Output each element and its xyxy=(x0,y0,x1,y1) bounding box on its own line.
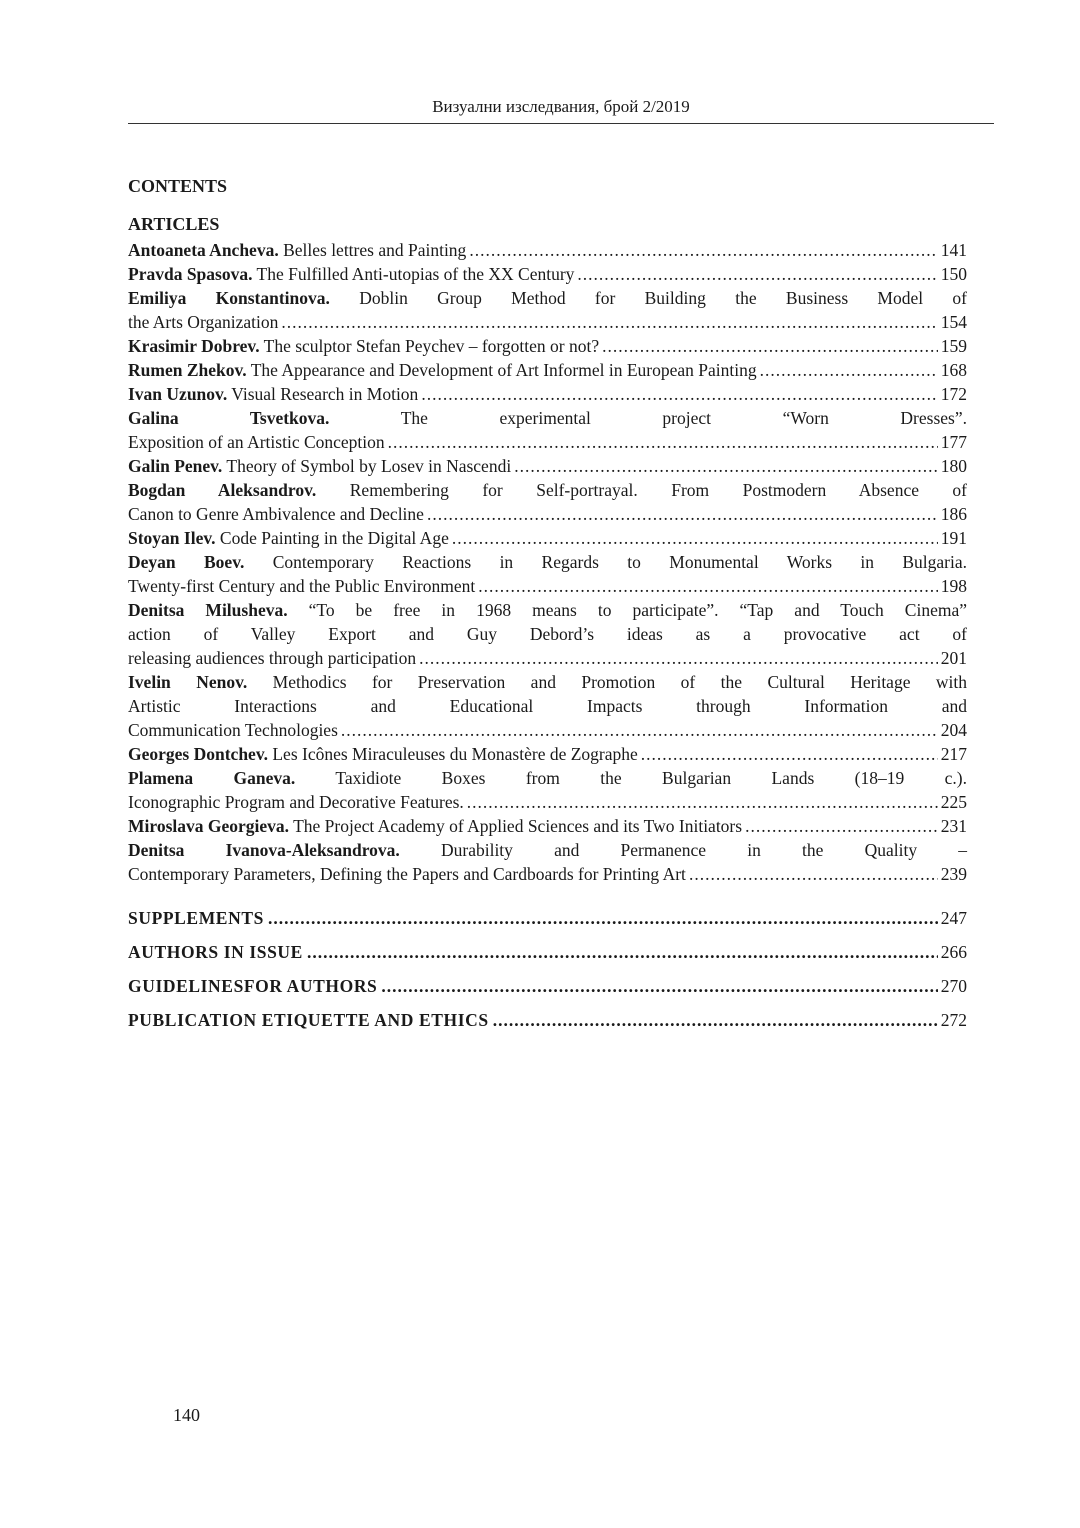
dot-leader xyxy=(452,526,938,550)
entry-author: Emiliya Konstantinova. xyxy=(128,288,330,308)
toc-entry xyxy=(128,334,967,358)
entry-title: Contemporary Parameters, Defining the Papers and Cardboards for Printing Art xyxy=(128,864,686,884)
dot-leader xyxy=(745,814,938,838)
toc-entry-line xyxy=(128,550,967,574)
toc-entry xyxy=(128,742,967,766)
toc-entry-line xyxy=(128,694,967,718)
toc-section xyxy=(128,906,967,930)
toc-entry xyxy=(128,406,967,454)
entry-author: Ivelin Nenov. xyxy=(128,672,248,692)
entry-text xyxy=(128,646,416,670)
entry-title: Methodics for Preservation and Promotion of the Cultural Heritage with xyxy=(272,672,967,692)
toc-entry xyxy=(128,382,967,406)
entry-title: “To be free in 1968 means to participate”. “Tap and Touch Cinema” xyxy=(308,600,968,620)
section-page-number: 266 xyxy=(940,942,967,962)
toc-entry-line xyxy=(128,742,967,766)
entry-page-number: 159 xyxy=(940,336,967,356)
entry-title: Code Painting in the Digital Age xyxy=(219,528,449,548)
toc-entry xyxy=(128,598,967,670)
entry-title: Taxidiote Boxes from the Bulgarian Lands (18–19 c.). xyxy=(335,768,968,788)
toc-entry xyxy=(128,526,967,550)
entry-title: The Fulfilled Anti-utopias of the XX Century xyxy=(256,264,575,284)
toc-entry xyxy=(128,838,967,886)
entry-text xyxy=(128,286,967,310)
entry-page-number: 239 xyxy=(940,864,967,884)
entry-author: Rumen Zhekov. xyxy=(128,360,247,380)
entry-text xyxy=(128,238,466,262)
entry-author: Krasimir Dobrev. xyxy=(128,336,260,356)
entry-title: Exposition of an Artistic Conception xyxy=(128,432,385,452)
dot-leader xyxy=(388,430,938,454)
dot-leader xyxy=(602,334,938,358)
dot-leader xyxy=(469,238,937,262)
entry-text xyxy=(128,262,574,286)
section-title: SUPPLEMENTS xyxy=(128,908,264,928)
entry-page-number: 177 xyxy=(940,432,967,452)
toc-entry-line xyxy=(128,574,967,598)
dot-leader xyxy=(514,454,938,478)
entry-text xyxy=(128,310,278,334)
entry-text xyxy=(128,766,967,790)
entry-text xyxy=(128,550,967,574)
toc-entry xyxy=(128,670,967,742)
entry-author: Antoaneta Ancheva. xyxy=(128,240,279,260)
section-title: AUTHORS IN ISSUE xyxy=(128,942,303,962)
section-page-number: 272 xyxy=(940,1010,967,1030)
entry-text xyxy=(128,334,599,358)
entry-author: Denitsa Ivanova-Aleksandrova. xyxy=(128,840,400,860)
entry-text xyxy=(128,622,967,646)
entry-title: Twenty-first Century and the Public Environment xyxy=(128,576,476,596)
toc-entry-line xyxy=(128,670,967,694)
toc-section xyxy=(128,940,967,964)
toc-section xyxy=(128,1008,967,1032)
entry-text xyxy=(128,526,449,550)
toc-entry-line xyxy=(128,454,967,478)
entry-text xyxy=(128,358,757,382)
section-page-number: 247 xyxy=(940,908,967,928)
dot-leader xyxy=(381,974,937,998)
entry-page-number: 217 xyxy=(940,744,967,764)
toc-entry xyxy=(128,766,967,814)
entry-title: Visual Research in Motion xyxy=(231,384,419,404)
toc-entry-line xyxy=(128,382,967,406)
entry-text xyxy=(128,574,475,598)
entry-author: Galina Tsvetkova. xyxy=(128,408,330,428)
entry-author: Deyan Boev. xyxy=(128,552,245,572)
toc-entry-line xyxy=(128,862,967,886)
articles-heading: ARTICLES xyxy=(128,214,220,234)
toc-entry-line xyxy=(128,478,967,502)
entry-author: Galin Penev. xyxy=(128,456,223,476)
dot-leader xyxy=(427,502,938,526)
entry-title: Iconographic Program and Decorative Features. xyxy=(128,792,464,812)
entry-title: Les Icônes Miraculeuses du Monastère de Zographe xyxy=(272,744,638,764)
section-title: PUBLICATION ETIQUETTE AND ETHICS xyxy=(128,1010,489,1030)
dot-leader xyxy=(689,862,938,886)
dot-leader xyxy=(419,646,938,670)
dot-leader xyxy=(307,940,938,964)
entry-text xyxy=(128,670,967,694)
dot-leader xyxy=(577,262,937,286)
entry-page-number: 172 xyxy=(940,384,967,404)
toc-entry xyxy=(128,550,967,598)
dot-leader xyxy=(478,574,938,598)
entry-author: Pravda Spasova. xyxy=(128,264,253,284)
toc-entry-line xyxy=(128,646,967,670)
dot-leader xyxy=(341,718,938,742)
entry-author: Ivan Uzunov. xyxy=(128,384,228,404)
entry-text xyxy=(128,478,967,502)
entry-author: Plamena Ganeva. xyxy=(128,768,296,788)
entry-page-number: 141 xyxy=(940,240,967,260)
dot-leader xyxy=(421,382,937,406)
toc-entry-line xyxy=(128,718,967,742)
dot-leader xyxy=(760,358,938,382)
toc-entry-line xyxy=(128,310,967,334)
entry-author: Denitsa Milusheva. xyxy=(128,600,288,620)
dot-leader xyxy=(281,310,937,334)
toc-entry-line xyxy=(128,358,967,382)
page-number: 140 xyxy=(173,1405,200,1425)
entry-page-number: 191 xyxy=(940,528,967,548)
toc-entry-line xyxy=(128,286,967,310)
entry-page-number: 180 xyxy=(940,456,967,476)
entry-title: The sculptor Stefan Peychev – forgotten or not? xyxy=(263,336,600,356)
toc-entry-line xyxy=(128,262,967,286)
toc-section xyxy=(128,974,967,998)
entry-title: The experimental project “Worn Dresses”. xyxy=(400,408,967,428)
entry-text xyxy=(128,790,464,814)
toc-entry-line xyxy=(128,838,967,862)
entry-page-number: 225 xyxy=(940,792,967,812)
entry-title: Contemporary Reactions in Regards to Monumental Works in Bulgaria. xyxy=(272,552,967,572)
entry-title: the Arts Organization xyxy=(128,312,279,332)
entry-author: Bogdan Aleksandrov. xyxy=(128,480,317,500)
entry-page-number: 154 xyxy=(940,312,967,332)
toc-entry-line xyxy=(128,790,967,814)
toc-entry-line xyxy=(128,238,967,262)
toc-entry xyxy=(128,286,967,334)
entry-text xyxy=(128,598,967,622)
entry-title: Canon to Genre Ambivalence and Decline xyxy=(128,504,424,524)
entry-title: releasing audiences through participation xyxy=(128,648,417,668)
entry-page-number: 186 xyxy=(940,504,967,524)
entry-title: Remembering for Self-portrayal. From Postmodern Absence of xyxy=(349,480,968,500)
entry-text xyxy=(128,454,511,478)
header-rule xyxy=(128,123,994,124)
entry-page-number: 204 xyxy=(940,720,967,740)
entry-text xyxy=(128,862,686,886)
toc-entry-line xyxy=(128,598,967,622)
section-title: GUIDELINESFOR AUTHORS xyxy=(128,976,378,996)
entry-text xyxy=(128,406,967,430)
toc-entry xyxy=(128,454,967,478)
toc-entry xyxy=(128,814,967,838)
toc-entry-line xyxy=(128,430,967,454)
entry-text xyxy=(128,694,967,718)
articles-list xyxy=(128,238,967,886)
dot-leader xyxy=(641,742,938,766)
entry-text xyxy=(128,718,338,742)
entry-title: Belles lettres and Painting xyxy=(283,240,467,260)
dot-leader xyxy=(467,790,938,814)
table-of-contents xyxy=(128,174,967,1042)
toc-entry xyxy=(128,262,967,286)
entry-page-number: 231 xyxy=(940,816,967,836)
toc-entry xyxy=(128,358,967,382)
entry-text xyxy=(128,814,742,838)
toc-entry-line xyxy=(128,622,967,646)
entry-title: The Project Academy of Applied Sciences and its Two Initiators xyxy=(293,816,743,836)
toc-entry-line xyxy=(128,814,967,838)
entry-page-number: 201 xyxy=(940,648,967,668)
entry-page-number: 168 xyxy=(940,360,967,380)
section-page-number: 270 xyxy=(940,976,967,996)
dot-leader xyxy=(493,1008,938,1032)
entry-text xyxy=(128,382,418,406)
sections-list xyxy=(128,906,967,1032)
entry-text xyxy=(128,838,967,862)
running-head: Визуални изследвания, брой 2/2019 xyxy=(432,97,690,116)
toc-entry-line xyxy=(128,766,967,790)
entry-title: Artistic Interactions and Educational Impacts through Information and xyxy=(128,696,967,716)
toc-entry xyxy=(128,238,967,262)
toc-entry-line xyxy=(128,502,967,526)
entry-title: Communication Technologies xyxy=(128,720,338,740)
entry-author: Stoyan Ilev. xyxy=(128,528,216,548)
entry-page-number: 150 xyxy=(940,264,967,284)
toc-entry xyxy=(128,478,967,526)
dot-leader xyxy=(268,906,938,930)
entry-title: Theory of Symbol by Losev in Nascendi xyxy=(226,456,512,476)
entry-page-number: 198 xyxy=(940,576,967,596)
entry-title: Doblin Group Method for Building the Business Model of xyxy=(359,288,968,308)
entry-title: action of Valley Export and Guy Debord’s ideas as a provocative act of xyxy=(128,624,967,644)
entry-author: Miroslava Georgieva. xyxy=(128,816,290,836)
toc-entry-line xyxy=(128,526,967,550)
entry-title: Durability and Permanence in the Quality – xyxy=(440,840,967,860)
entry-text xyxy=(128,742,638,766)
entry-text xyxy=(128,502,424,526)
entry-title: The Appearance and Development of Art Informel in European Painting xyxy=(250,360,757,380)
toc-entry-line xyxy=(128,334,967,358)
contents-heading: CONTENTS xyxy=(128,176,228,196)
entry-text xyxy=(128,430,385,454)
entry-author: Georges Dontchev. xyxy=(128,744,268,764)
toc-entry-line xyxy=(128,406,967,430)
